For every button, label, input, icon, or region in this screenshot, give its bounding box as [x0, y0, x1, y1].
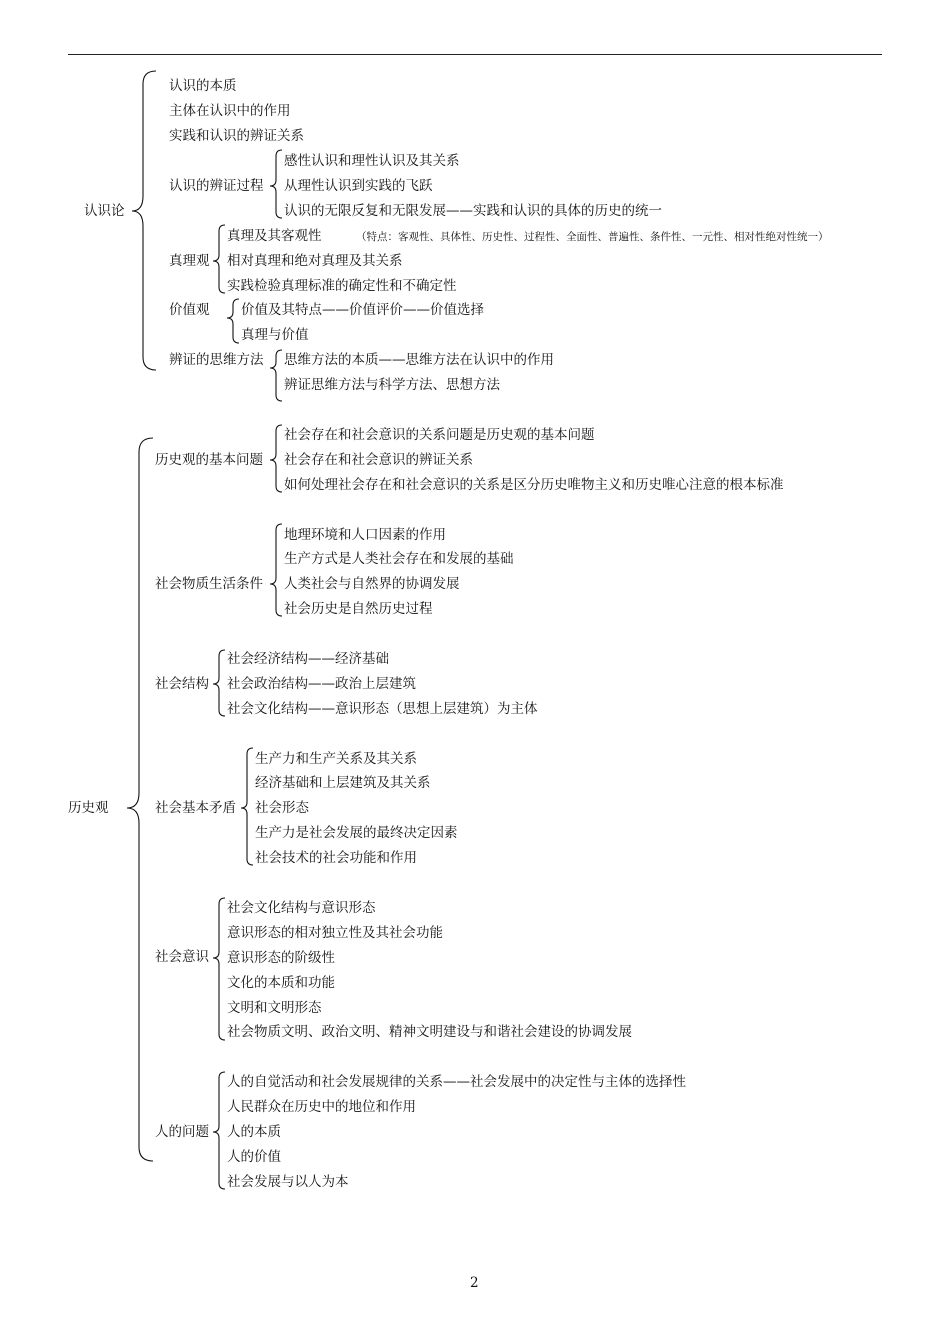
truth-item-3: 实践检验真理标准的确定性和不确定性: [227, 278, 457, 294]
consciousness-item-6: 社会物质文明、政治文明、精神文明建设与和谐社会建设的协调发展: [227, 1024, 632, 1040]
human-item-3: 人的本质: [227, 1124, 281, 1140]
thinking-item-1: 思维方法的本质——思维方法在认识中的作用: [284, 352, 554, 368]
thinking-item-2: 辨证思维方法与科学方法、思想方法: [284, 377, 500, 393]
contradiction-item-5: 社会技术的社会功能和作用: [255, 850, 417, 866]
process-label: 认识的辨证过程: [169, 178, 264, 194]
contradiction-item-4: 生产力是社会发展的最终决定因素: [255, 825, 458, 841]
consciousness-item-3: 意识形态的阶级性: [227, 950, 335, 966]
structure-item-1: 社会经济结构——经济基础: [227, 651, 389, 667]
contradiction-item-3: 社会形态: [255, 800, 309, 816]
human-label: 人的问题: [155, 1124, 209, 1140]
epistemology-title: 认识论: [84, 203, 125, 219]
basic-label: 历史观的基本问题: [155, 452, 263, 468]
contradiction-label: 社会基本矛盾: [155, 800, 236, 816]
consciousness-item-2: 意识形态的相对独立性及其社会功能: [227, 925, 443, 941]
value-item-2: 真理与价值: [241, 327, 309, 343]
truth-item-2: 相对真理和绝对真理及其关系: [227, 253, 403, 269]
value-label: 价值观: [169, 302, 210, 318]
contradiction-item-1: 生产力和生产关系及其关系: [255, 751, 417, 767]
epistemology-item-2: 主体在认识中的作用: [169, 103, 291, 119]
truth-characteristics-note: （特点：客观性、具体性、历史性、过程性、全面性、普遍性、条件性、一元性、相对性绝对性统一）: [356, 231, 829, 243]
thinking-label: 辨证的思维方法: [169, 352, 264, 368]
structure-item-2: 社会政治结构——政治上层建筑: [227, 676, 416, 692]
value-item-1: 价值及其特点——价值评价——价值选择: [241, 302, 484, 318]
process-item-2: 从理性认识到实践的飞跃: [284, 178, 433, 194]
history-title: 历史观: [68, 800, 109, 816]
epistemology-item-1: 认识的本质: [169, 78, 237, 94]
material-item-4: 社会历史是自然历史过程: [284, 601, 433, 617]
consciousness-item-1: 社会文化结构与意识形态: [227, 900, 376, 916]
material-item-2: 生产方式是人类社会存在和发展的基础: [284, 551, 514, 567]
truth-label: 真理观: [169, 253, 210, 269]
process-item-1: 感性认识和理性认识及其关系: [284, 153, 460, 169]
material-label: 社会物质生活条件: [155, 576, 263, 592]
consciousness-item-5: 文明和文明形态: [227, 1000, 322, 1016]
basic-item-2: 社会存在和社会意识的辨证关系: [284, 452, 473, 468]
structure-label: 社会结构: [155, 676, 209, 692]
epistemology-item-3: 实践和认识的辨证关系: [169, 128, 304, 144]
material-item-3: 人类社会与自然界的协调发展: [284, 576, 460, 592]
human-item-1: 人的自觉活动和社会发展规律的关系——社会发展中的决定性与主体的选择性: [227, 1074, 686, 1090]
truth-item-1: 真理及其客观性: [227, 228, 322, 244]
human-brace: [0, 0, 1, 1]
consciousness-item-4: 文化的本质和功能: [227, 975, 335, 991]
human-item-2: 人民群众在历史中的地位和作用: [227, 1099, 416, 1115]
human-item-5: 社会发展与以人为本: [227, 1174, 349, 1190]
basic-item-1: 社会存在和社会意识的关系问题是历史观的基本问题: [284, 427, 595, 443]
page-number: 2: [470, 1275, 479, 1291]
basic-item-3: 如何处理社会存在和社会意识的关系是区分历史唯物主义和历史唯心注意的根本标准: [284, 477, 784, 493]
header-rule: [68, 54, 882, 55]
material-item-1: 地理环境和人口因素的作用: [284, 527, 446, 543]
human-item-4: 人的价值: [227, 1149, 281, 1165]
process-item-3: 认识的无限反复和无限发展——实践和认识的具体的历史的统一: [284, 203, 662, 219]
consciousness-label: 社会意识: [155, 949, 209, 965]
structure-item-3: 社会文化结构——意识形态（思想上层建筑）为主体: [227, 701, 538, 717]
contradiction-item-2: 经济基础和上层建筑及其关系: [255, 775, 431, 791]
